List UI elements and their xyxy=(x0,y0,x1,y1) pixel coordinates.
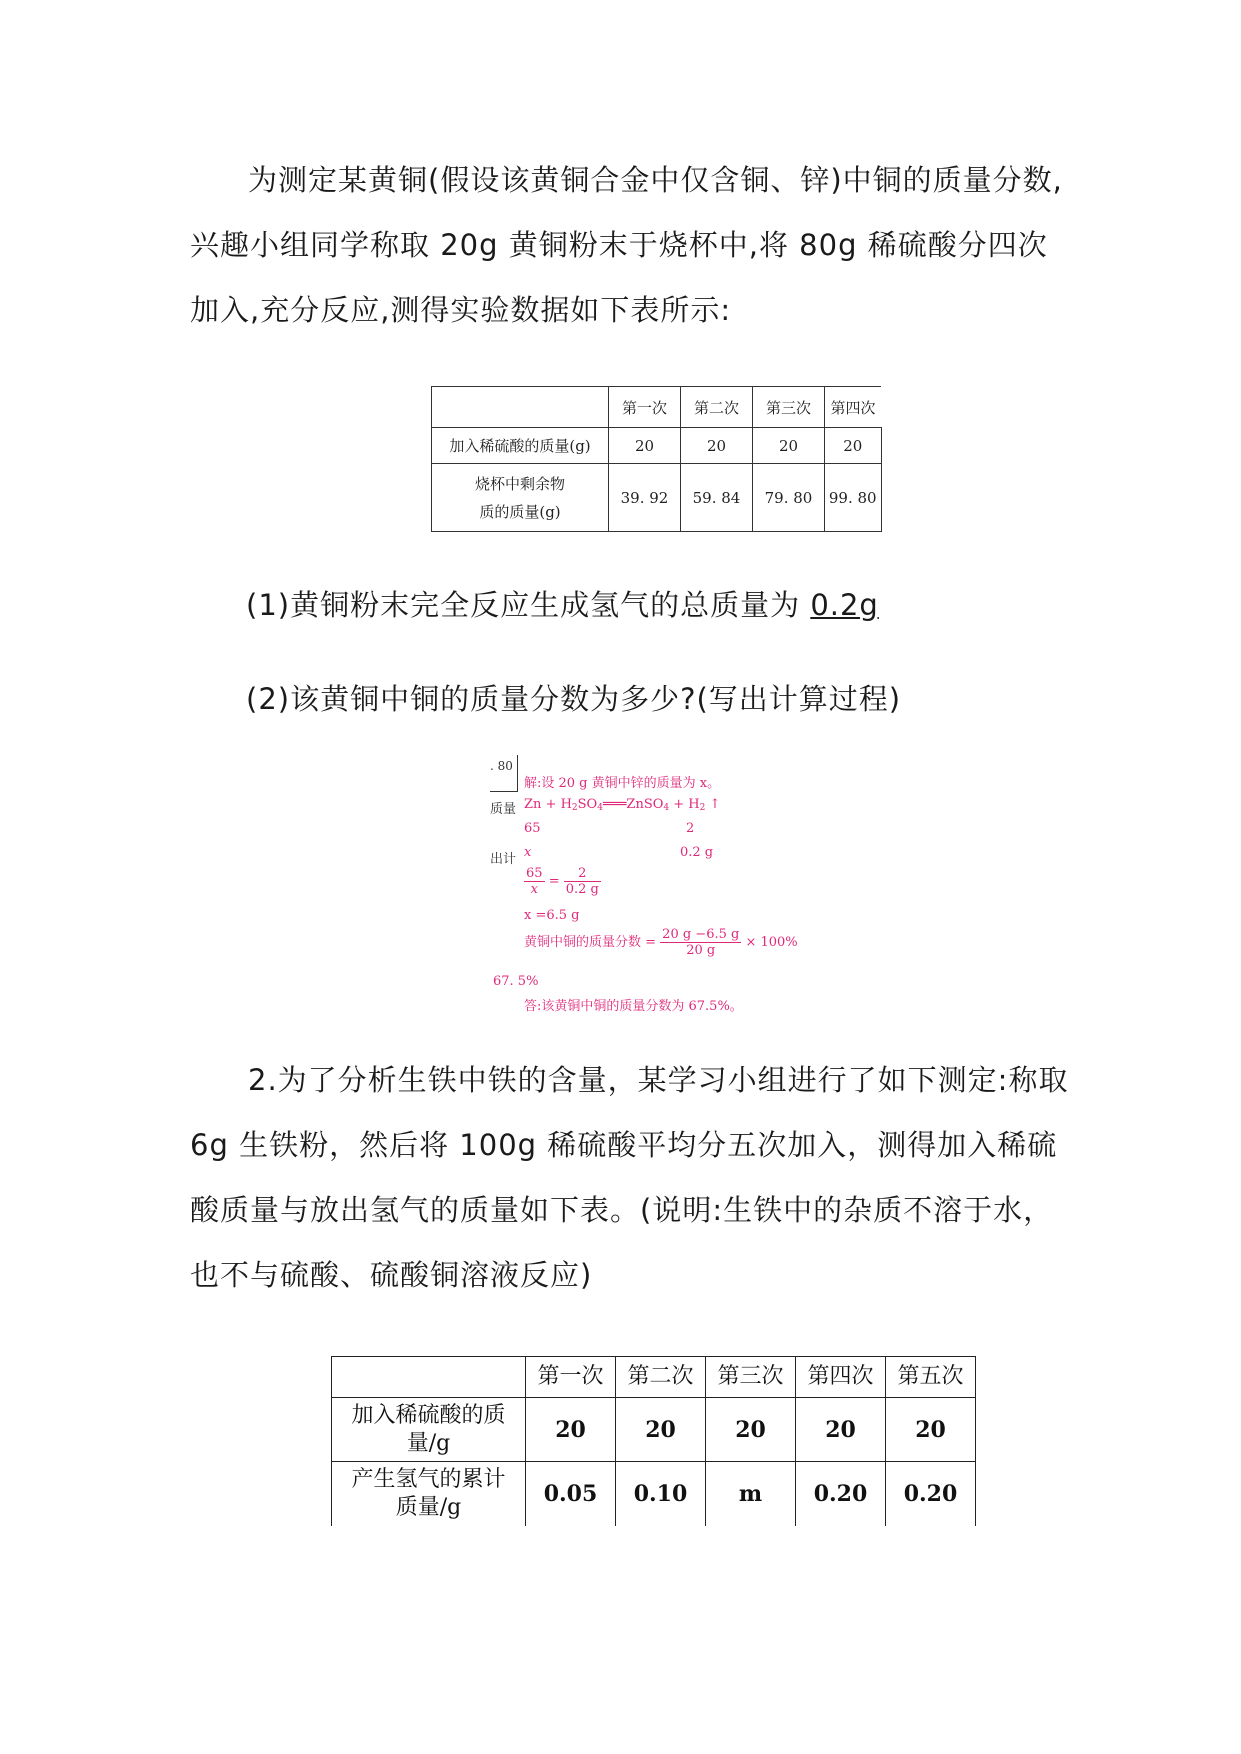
solution-set-line: 解:设 20 g 黄铜中锌的质量为 x。 xyxy=(524,776,721,791)
table-cell: 20 xyxy=(526,1398,616,1462)
molar-mass-h2: 2 xyxy=(686,821,695,836)
table-cell: 0.05 xyxy=(526,1462,616,1526)
problem1-table xyxy=(431,386,882,532)
table-header: 第二次 xyxy=(681,387,753,428)
table-header: 第五次 xyxy=(886,1357,976,1398)
denominator: x xyxy=(530,882,538,897)
pct-label: 黄铜中铜的质量分数 = xyxy=(524,935,657,950)
table-header: 第三次 xyxy=(706,1357,796,1398)
table-cell: 59. 84 xyxy=(681,464,753,532)
table-cell: 99. 80 xyxy=(825,464,882,532)
table-cell: 0.10 xyxy=(616,1462,706,1526)
molar-mass-zn: 65 xyxy=(524,821,541,836)
table-cell: 79. 80 xyxy=(753,464,825,532)
crop-text: . 80 xyxy=(490,759,513,773)
fraction-left xyxy=(524,866,545,897)
row-label-line: 量/g xyxy=(406,1430,451,1456)
x-result: x =6.5 g xyxy=(524,908,580,923)
denominator: 0.2 g xyxy=(565,882,599,897)
table-cell: 20 xyxy=(706,1398,796,1462)
numerator: 2 xyxy=(564,866,601,882)
problem2-table xyxy=(331,1356,976,1526)
percentage-calc xyxy=(524,927,798,958)
unknown-x: x xyxy=(524,845,532,860)
question-1-answer: 0.2g xyxy=(810,588,879,622)
question-1-text: (1)黄铜粉末完全反应生成氢气的总质量为 xyxy=(246,588,801,622)
table-header: 第四次 xyxy=(796,1357,886,1398)
eq-part: + H xyxy=(669,797,700,812)
eq-part: ↑ xyxy=(705,797,721,812)
table-header: 第一次 xyxy=(526,1357,616,1398)
chemical-equation xyxy=(524,797,720,813)
row-label-line: 质量/g xyxy=(395,1494,462,1520)
row-label xyxy=(332,1398,526,1462)
table-header-empty xyxy=(432,387,609,428)
problem1-intro: 为测定某黄铜(假设该黄铜合金中仅含铜、锌)中铜的质量分数,兴趣小组同学称取 20g 黄铜粉末于烧杯中,将 80g 稀硫酸分四次加入,充分反应,测得实验数据如下表所示: xyxy=(190,163,1063,327)
row-label-line: 质的质量(g) xyxy=(479,502,561,521)
row-label-line: 产生氢气的累计 xyxy=(351,1466,506,1492)
solution-answer: 答:该黄铜中铜的质量分数为 67.5%。 xyxy=(524,999,743,1014)
eq-sub: 4 xyxy=(663,803,670,813)
crop-text: 质量 xyxy=(490,802,517,817)
problem2-intro: 2.为了分析生铁中铁的含量，某学习小组进行了如下测定:称取 6g 生铁粉，然后将 100g 稀硫酸平均分五次加入，测得加入稀硫酸质量与放出氢气的质量如下表。(说明:生铁中的杂质不溶于水，也不与硫酸、硫酸铜溶液反应) xyxy=(190,1063,1069,1292)
table-header: 第一次 xyxy=(609,387,681,428)
solution-block xyxy=(490,755,830,1020)
table-cell: 20 xyxy=(609,428,681,464)
question-2: (2)该黄铜中铜的质量分数为多少?(写出计算过程) xyxy=(246,682,902,716)
equals-sign: = xyxy=(548,874,560,889)
row-label-line: 烧杯中剩余物 xyxy=(474,474,565,493)
row-label: 加入稀硫酸的质量(g) xyxy=(432,428,609,464)
table-cell: 20 xyxy=(616,1398,706,1462)
row-label xyxy=(432,464,609,532)
h2-mass: 0.2 g xyxy=(680,845,714,860)
question-1 xyxy=(246,583,879,624)
table-cell: 0.20 xyxy=(796,1462,886,1526)
table-cell: 0.20 xyxy=(886,1462,976,1526)
eq-sub: 2 xyxy=(699,803,706,813)
pct-mult: × 100% xyxy=(745,935,798,950)
eq-sub: 2 xyxy=(571,803,578,813)
denominator: 20 g xyxy=(686,943,716,958)
eq-part: ═══ZnSO xyxy=(602,797,664,812)
table-header: 第二次 xyxy=(616,1357,706,1398)
eq-part: SO xyxy=(577,797,598,812)
table-cell: 20 xyxy=(753,428,825,464)
table-cell: 20 xyxy=(796,1398,886,1462)
table-header: 第四次 xyxy=(825,387,882,428)
row-label xyxy=(332,1462,526,1526)
row-label-line: 加入稀硫酸的质 xyxy=(351,1402,506,1428)
table-cell: 20 xyxy=(886,1398,976,1462)
table-cell: 39. 92 xyxy=(609,464,681,532)
pct-fraction xyxy=(660,927,741,958)
eq-part: Zn + H xyxy=(524,797,572,812)
eq-sub: 4 xyxy=(597,803,603,813)
table-cell: 20 xyxy=(681,428,753,464)
crop-text: 出计 xyxy=(490,852,517,867)
numerator: 65 xyxy=(526,866,543,881)
proportion xyxy=(524,866,601,897)
numerator: 20 g −6.5 g xyxy=(662,927,740,942)
table-header-empty xyxy=(332,1357,526,1398)
table-cell: 20 xyxy=(825,428,882,464)
table-header: 第三次 xyxy=(753,387,825,428)
fraction-right xyxy=(564,866,601,897)
crop-text: 67. 5% xyxy=(493,974,539,989)
table-cell: m xyxy=(706,1462,796,1526)
